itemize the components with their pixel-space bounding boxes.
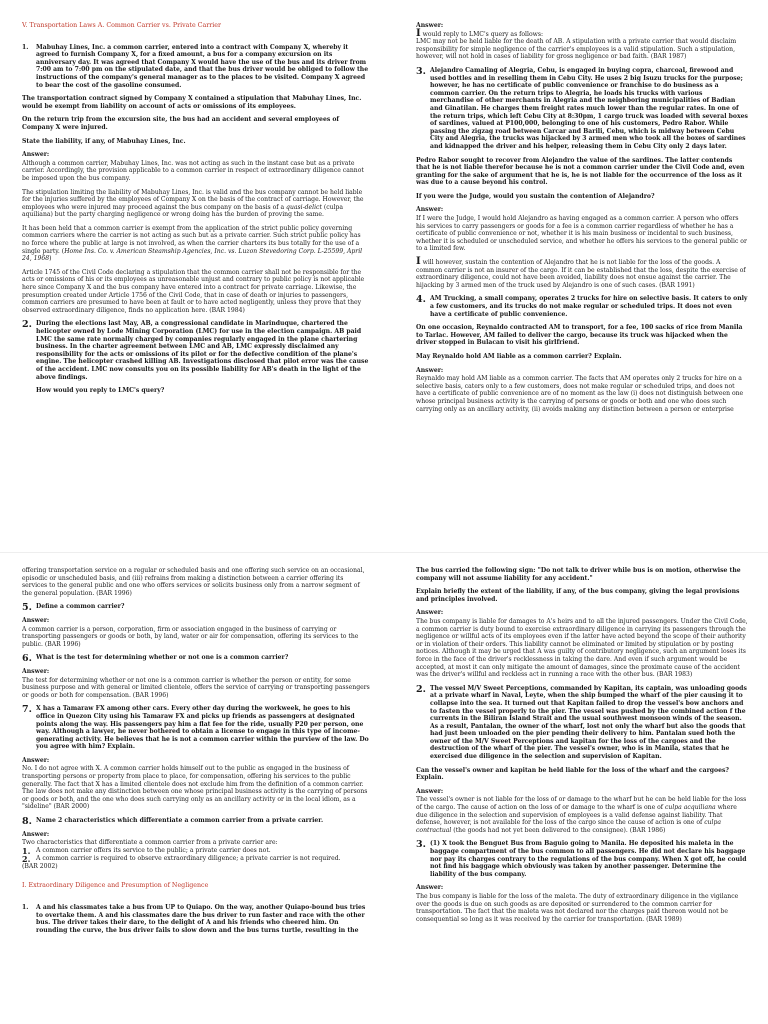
bottom-left-column: [22, 567, 370, 1024]
answer-text: The test for determining whether or not one is a common carrier is whether the person or entity, for some business purpose and with general or limited clientele, offers the service of carrying or transporting passengers or goods or both for compensation. (BAR 1996): [22, 676, 370, 699]
question-text: If you were the Judge, would you sustain the contention of Alejandro?: [416, 192, 655, 200]
answer-label: Answer:: [416, 609, 444, 617]
answer-label: Answer:: [416, 884, 444, 892]
question-number: 1.: [22, 43, 29, 51]
section-heading: V. Transportation Laws A. Common Carrier vs. Private Carrier: [22, 22, 222, 29]
question-number: 2.: [416, 683, 426, 695]
answer-text: I will however, sustain the contention of Alejandro that he is not liable for the loss of the goods. A common carrier is not an insurer of the cargo. If it can be established that the loss, despite the exercise of extraordinary diligence, could not have been avoided, liability does not ensue against the carrier. The hijacking by 3 armed men of the truck used by Alejandro is one of such cases. (BAR 1991): [416, 256, 746, 289]
question-text: The bus carried the following sign: "Do not talk to driver while bus is on motion, otherwise the company will not assume liability for any accident.": [416, 567, 741, 582]
answer-label: Answer:: [416, 366, 444, 374]
question-text: May Reynaldo hold AM liable as a common carrier? Explain.: [416, 352, 622, 360]
top-left-column: [22, 22, 370, 552]
question-3: [416, 67, 748, 157]
answer-label: Answer:: [22, 830, 50, 838]
question-1: [22, 44, 370, 96]
question-text: On one occasion, Reynaldo contracted AM to transport, for a fee, 100 sacks of rice from Manila to Tarlac. However, AM failed to deliver the cargo, because its truck was hijacked when the driver stopped in Bulacan to visit his girlfriend.: [416, 324, 743, 347]
answer-label: Answer:: [416, 206, 444, 214]
question-b2: [416, 685, 748, 767]
question-number: 3.: [416, 839, 426, 851]
question-number: 3.: [416, 65, 426, 77]
answer-label: Answer:: [416, 787, 444, 795]
answer-text: Reynaldo may hold AM liable as a common carrier. The facts that AM operates only 2 trucks for hire on a selective basis, caters only to a few customers, does not make regular or scheduled trips, and does not have a certificate of public convenience are of no moment as the law (i) does not distinguish between one whose principal business activity is the carrying of persons or goods or both and one who does such carrying only as an ancillary activity, (ii) avoids making any distinction between a person or enterprise: [416, 375, 744, 413]
question-number: 5.: [22, 602, 32, 614]
answer-text: I would reply to LMC's query as follows: LMC may not be held liable for the death of AB. A stipulation with a private carrier that would disclaim responsibility for simple negligence of the carrier's employees is a valid stipulation. Such a stipulation, however, will not hold in cases of liability for gross negligence or bad faith. (BAR 1987): [416, 27, 737, 61]
question-text: Explain briefly the extent of the liability, if any, of the bus company, giving the legal provisions and principles involved.: [416, 588, 740, 603]
answer-text: It has been held that a common carrier is exempt from the application of the strict public policy governing common carriers where the carrier is not acting as such but as a private carrier. Such strict public policy has no force where the public at large is not involved, as when the carrier charters its bus totally for the use of a single party. (Home Ins. Co. v. American Steamship Agencies, Inc. vs. Luzon Stevedoring Corp. L-25599, April 24, 1968): [22, 224, 363, 263]
question-2: [22, 320, 370, 400]
bottom-sheet: [0, 552, 768, 1024]
question-number: 8.: [22, 816, 32, 828]
answer-text: The bus company is liable for the loss of the maleta. The duty of extraordinary diligence in the vigilance over the goods is due on such goods as are deposited or surrendered to the common carrier for transportation. The fact that the maleta was not declared nor the charges paid thereon would not be consequential so long as it was received by the carrier for transportation. (BAR 1989): [416, 892, 739, 923]
question-number: 2.: [22, 319, 32, 331]
question-text: A and his classmates take a bus from UP to Quiapo. On the way, another Quiapo-bound bus tries to overtake them. A and his classmates dare the bus driver to run faster and race with the other bus. The driver takes their dare, to the delight of A and his friends who cheered him. On rounding the curve, the bus driver fails to slow down and the bus turns turtle, resulting in the: [36, 904, 366, 934]
question-7: [22, 705, 370, 757]
question-text: (1) X took the Benguet Bus from Baguio going to Manila. He deposited his maleta in the baggage compartment of the bus common to all passengers. He did not declare his baggage nor pay its charges contrary to the regulations of the bus company. When X got off, he could not find his baggage which obviously was taken by another passenger. Determine the liability of the bus company.: [430, 840, 747, 878]
question-8: [22, 817, 370, 831]
question-5: [22, 603, 370, 617]
answer-text: Article 1745 of the Civil Code declaring a stipulation that the common carrier shall not be responsible for the acts or omissions of his or its employees as unreasonable unjust and contrary to public policy is not applicable here since Company X and the bus company have entered into a contract for private carriage. Likewise, the presumption created under Article 1756 of the Civil Code, that in case of death or injuries to passengers, common carriers are presumed to have been at fault or to have acted negligently, unless they prove that they observed extraordinary diligence, finds no application here. (BAR 1984): [22, 268, 365, 314]
question-text: AM Trucking, a small company, operates 2 trucks for hire on selective basis. It caters to only a few customers, and its trucks do not make regular or scheduled trips. It does not even have a certificate of public convenience.: [430, 295, 748, 318]
answer-text: Although a common carrier, Mabuhay Lines, Inc. was not acting as such in the instant case but as a private carrier. Accordingly, the provision applicable to a common carrier in respect of extraordinary diligence cannot be imposed upon the bus company.: [22, 159, 364, 182]
answer-text: Two characteristics that differentiate a common carrier from a private carrier are:: [22, 839, 278, 847]
answer-text: The vessel's owner is not liable for the loss of or damage to the wharf but he can be held liable for the loss of the cargo. The cause of action on the loss of or damage to the wharf is one of culpa acquiliana where due diligence in the selection and supervision of employees is a valid defense against liability. That defense, however, is not available for the loss of the cargo since the cause of action is one of culpa contractual (the goods had not yet been delivered to the consignee). (BAR 1986): [416, 796, 747, 834]
question-text: Can the vessel's owner and kapitan be held liable for the loss of the wharf and the cargoes? Explain.: [416, 766, 730, 782]
question-4: [416, 295, 748, 324]
question-text: During the elections last May, AB, a congressional candidate in Marinduque, chartered the helicopter owned by Lode Mining Corporation (LMC) for use in the election campaign. AB paid LMC the same rate normally charged by companies regularly engaged in the plane chartering business. In the charter agreement between LMC and AB, LMC expressly disclaimed any responsibility for the acts or omissions of its pilot or for the defective condition of the plane's engine. The helicopter crashed killing AB. Investigations disclosed that pilot error was the cause of the accident. LMC now consults you on its possible liability for AB's death in the light of the above findings.: [36, 320, 369, 381]
list-item: 2. A common carrier is required to observe extraordinary diligence; a private carrier is not required.: [22, 853, 341, 864]
answer-label: Answer:: [22, 616, 50, 624]
question-number: 7.: [22, 704, 32, 716]
bottom-right-column: [416, 567, 748, 1024]
section-heading: I. Extraordinary Diligence and Presumption of Negligence: [22, 882, 209, 890]
answer-text: The bus company is liable for damages to A's heirs and to all the injured passengers. Under the Civil Code, a common carrier is duty bound to exercise extraordinary diligence in carrying its passengers through the negligence or willful acts of its employees even if the latter have acted beyond the scope of their authority or in violation of their orders. This liability cannot be eliminated or limited by stipulation or by posting notices. Although it may be urged that A was guilty of contributory negligence, such an argument loses its force in the face of the driver's recklessness in taking the dare. And even if such argument would be accepted, at most it can only mitigate the amount of damages, since the proximate cause of the accident was the driver's willful and reckless act in running a race with the other bus. (BAR 1983): [416, 617, 748, 679]
question-text: What is the test for determining whether or not one is a common carrier?: [36, 654, 289, 662]
answer-label: Answer:: [22, 151, 50, 159]
answer-text: The stipulation limiting the liability of Mabuhay Lines, Inc. is valid and the bus company cannot be held liable for the injuries suffered by the employees of Company X on the basis of the contract of carriage. However, the employees who were injured may proceed against the bus company on the basis of a quasi-delict (culpa aquiliana) but the party charging negligence or wrong doing has the burden of proving the same.: [22, 188, 364, 219]
answer-label: Answer:: [416, 22, 444, 29]
question-text: State the liability, if any, of Mabuhay Lines, Inc.: [22, 137, 186, 145]
top-right-column: [416, 22, 748, 552]
question-b3: [416, 840, 748, 884]
question-text: How would you reply to LMC's query?: [36, 387, 165, 395]
question-text: Mabuhay Lines, Inc. a common carrier, entered into a contract with Company X, whereby it agreed to furnish Company X, for a fixed amount, a bus for a company excursion on its anniversary day. It was agreed that Company X would have the use of the bus and its driver from 7:00 am to 7:00 pm on the stipulated date, and that the bus driver would be obliged to follow the instructions of the company's general manager as to the places to be visited. Company X agreed to bear the cost of the gasoline consumed.: [36, 43, 369, 89]
question-text: The transportation contract signed by Company X contained a stipulation that Mabuhay Lines, Inc. would be exempt from liability on account of acts or omissions of its employees.: [22, 95, 362, 110]
question-text: On the return trip from the excursion site, the bus had an accident and several employees of Company X were injured.: [22, 116, 340, 131]
question-text: X has a Tamaraw FX among other cars. Every other day during the workweek, he goes to his office in Quezon City using his Tamaraw FX and picks up friends as passengers at designated points along the way. His passengers pay him a flat fee for the ride, usually P20 per person, one way. Although a lawyer, he never bothered to obtain a license to engage in this type of income-generating activity. He believes that he is not a common carrier within the purview of the law. Do you agree with him? Explain.: [36, 705, 369, 751]
question-text: Alejandro Camaling of Alegria, Cebu, is engaged in buying copra, charcoal, firewood and used bottles and in reselling them in Cebu City. He uses 2 big Isuzu trucks for the purpose; however, he has no certificate of public convenience or franchise to do business as a common carrier. On the return trips to Alegria, he loads his trucks with various merchandise of other merchants in Alegria and the neighboring municipalities of Badian and Ginatilan. He charges them freight rates much lower than the regular rates. In one of the return trips, which left Cebu City at 8:30pm, 1 cargo truck was loaded with several boxes of sardines, valued at P100,000, belonging to one of his customers, Pedro Rabor. While passing the zigzag road between Carcar and Barili, Cebu, which is midway between Cebu City and Alegria, the trucks was hijacked by 3 armed men who took all the boxes of sardines and kidnapped the driver and his helper, releasing them in Cebu City only 2 days later.: [430, 66, 748, 150]
answer-text: No. I do not agree with X. A common carrier holds himself out to the public as engaged in the business of transporting persons or property from place to place, for compensation, offering his services to the public generally. The fact that X has a limited clientele does not exclude him from the definition of a common carrier. The law does not make any distinction between one whose principal business activity is the carrying of persons or goods or both, and the one who does such carrying only as an ancillary activity or in the local idiom, as a "sideline" (BAR 2000): [22, 765, 368, 811]
question-text: Define a common carrier?: [36, 603, 125, 611]
question-b1: [22, 904, 370, 940]
question-text: Name 2 characteristics which differentiate a common carrier from a private carrier.: [36, 817, 324, 825]
question-text: The vessel M/V Sweet Perceptions, commanded by Kapitan, its captain, was unloading goods at a private wharf in Naval, Leyte, when the ship bumped the wharf of the pier causing it to collapse into the sea. It turned out that Kapitan failed to drop the vessel's bow anchors and to fasten the vessel properly to the pier. The vessel was pushed by the combined action f the currents in the Biliran Island Strait and the usual southwest monsoon winds of the season. As a result, Pantalan, the owner of the wharf, lost not only the wharf but also the goods that had just been unloaded on the pier pending their delivery to him. Pantalan sued both the owner of the M/V Sweet Perceptions and kapitan for the loss of the cargoes and the destruction of the wharf of the pier. The vessel's owner, who is in Manila, states that he exercised due diligence in the selection and supervision of Kapitan.: [430, 684, 747, 761]
list-item: 1. A common carrier offers its service to the public; a private carrier does not.: [22, 845, 271, 856]
answer-text: offering transportation service on a regular or scheduled basis and one offering such service on an occasional, episodic or unscheduled basis, and (iii) refrains from making a distinction between a carrier offering its services to the general public and one who offers services or solicits business only from a narrow segment of the general population. (BAR 1996): [22, 567, 365, 597]
answer-text: If I were the Judge, I would hold Alejandro as having engaged as a common carrier. A person who offers his services to carry passengers or goods for a fee is a common carrier regardless of whether he has a certificate of public convenience or not, whether it is his main business or incidental to such business, whether it is scheduled or unscheduled service, and whether he offers his services to the general public or to a limited few.: [416, 215, 747, 253]
answer-text: (BAR 2002): [22, 862, 58, 870]
answer-label: Answer:: [22, 667, 50, 675]
question-number: 4.: [416, 294, 426, 306]
question-number: 1.: [22, 904, 29, 911]
question-number: 6.: [22, 653, 32, 665]
answer-text: A common carrier is a person, corporation, firm or association engaged in the business of carrying or transporting passengers or goods or both, by land, water or air for compensation, offering its services to the public. (BAR 1996): [22, 625, 359, 648]
question-text: Pedro Rabor sought to recover from Alejandro the value of the sardines. The latter contends that he is not liable therefor because he is not a common carrier under the Civil Code and, even granting for the sake of argument that he is, he is not liable for the occurrence of the loss as it was due to a cause beyond his control.: [416, 156, 745, 187]
answer-label: Answer:: [22, 756, 50, 764]
question-6: [22, 654, 370, 668]
